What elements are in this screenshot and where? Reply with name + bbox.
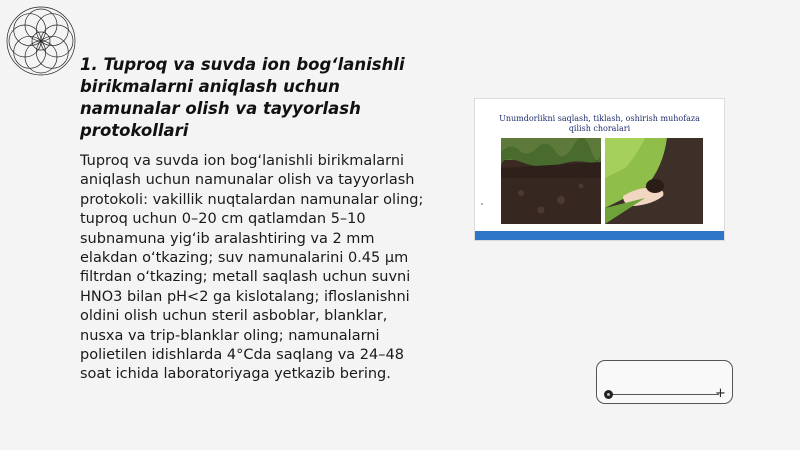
soil-in-hand-photo [605, 138, 703, 224]
picture-caption-line-2: qilish choralari [568, 124, 631, 133]
soil-photo-left [501, 138, 601, 224]
slide-body-text: Tuproq va suvda ion bog‘lanishli birikmalarni aniqlash uchun namunalar olish va tayyorlash protokoli: vakillik nuqtalardan namunalar oling; tuproq uchun 0–20 cm qatlamdan 5–10 subnamuna yig‘ib aralashtiring va 2 mm elakdan o‘tkazing; suv namunalarini 0.45 µm filtrdan o‘tkazing; metall saqlash uchun suvni HNO3 bilan pH<2 ga kislotalang; ifloslanishni oldini olish uchun steril asboblar, blanklar, nusxa va trip-blanklar oling; namunalarni polietilen idishlarda 4°Cda saqlang va 24–48 soat ichida laboratoriyaga yetkazib bering. [80, 153, 424, 383]
picture-dot [481, 203, 483, 205]
plus-icon[interactable]: + [715, 386, 726, 401]
slide-title: 1. Tuproq va suvda ion bog‘lanishli birikmalarni aniqlash uchun namunalar olish va tayyorlash protokollari [80, 55, 405, 140]
picture-caption-line-1: Unumdorlikni saqlash, tiklash, oshirish muhofaza [499, 114, 700, 123]
media-progress-control[interactable] [596, 360, 733, 404]
picture-bottom-bar [475, 231, 724, 240]
media-progress-track[interactable] [609, 394, 719, 395]
picture-caption [475, 114, 724, 134]
slider-thumb-icon[interactable] [604, 390, 613, 399]
geometric-logo-icon [4, 4, 78, 78]
soil-picture [474, 98, 725, 241]
